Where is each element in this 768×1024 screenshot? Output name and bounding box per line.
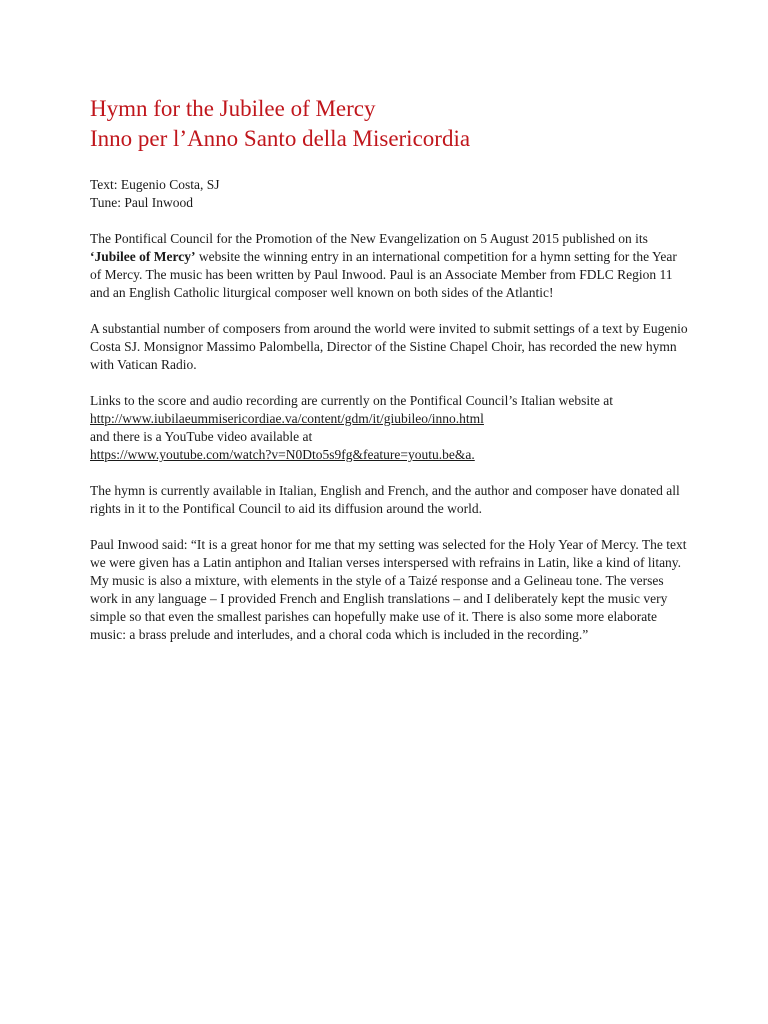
paragraph-announcement-end: website the winning entry in an international competition for a hymn setting for the Year of Mercy. The music has been written by Paul Inwood. Paul is an Associate Member from FDLC Region 11 and an English Catholic liturgical composer well known on both sides of the Atlantic!: [90, 249, 677, 300]
credit-tune: Tune: Paul Inwood: [90, 195, 194, 210]
youtube-link[interactable]: https://www.youtube.com/watch?v=N0Dto5s9fg&feature=youtu.be&a.: [90, 447, 475, 462]
links-intro: Links to the score and audio recording are currently on the Pontifical Council’s Italian website at: [90, 393, 613, 408]
links-mid: and there is a YouTube video available at: [90, 429, 313, 444]
title-italian: Inno per l’Anno Santo della Misericordia: [90, 126, 471, 151]
paragraph-languages: The hymn is currently available in Italian, English and French, and the author and composer have donated all rights in it to the Pontifical Council to aid its diffusion around the world.: [90, 483, 680, 516]
credits: [90, 176, 690, 212]
paragraph-announcement: [90, 230, 690, 302]
jubilee-of-mercy-bold: ‘Jubilee of Mercy’: [90, 249, 196, 264]
paragraph-composers: A substantial number of composers from around the world were invited to submit settings of a text by Eugenio Costa SJ. Monsignor Massimo Palombella, Director of the Sistine Chapel Choir, has recorded the new hymn with Vatican Radio.: [90, 321, 688, 372]
paragraph-quote: Paul Inwood said: “It is a great honor for me that my setting was selected for the Holy Year of Mercy. The text we were given has a Latin antiphon and Italian verses interspersed with refrains in Latin, like a kind of litany. My music is also a mixture, with elements in the style of a Taizé response and a Gelineau tone. The verses work in any language – I provided French and English translations – and I deliberately kept the music very simple so that even the smallest parishes can hopefully make use of it. There is also some more elaborate music: a brass prelude and interludes, and a choral coda which is included in the recording.”: [90, 537, 687, 642]
paragraph-announcement-start: The Pontifical Council for the Promotion of the New Evangelization on 5 August 2015 published on its: [90, 231, 648, 246]
title-block: [90, 94, 690, 154]
document-page: [90, 94, 690, 662]
paragraph-links: [90, 392, 690, 464]
score-link[interactable]: http://www.iubilaeummisericordiae.va/content/gdm/it/giubileo/inno.html: [90, 411, 484, 426]
title-english: Hymn for the Jubilee of Mercy: [90, 96, 376, 121]
credit-text: Text: Eugenio Costa, SJ: [90, 177, 220, 192]
